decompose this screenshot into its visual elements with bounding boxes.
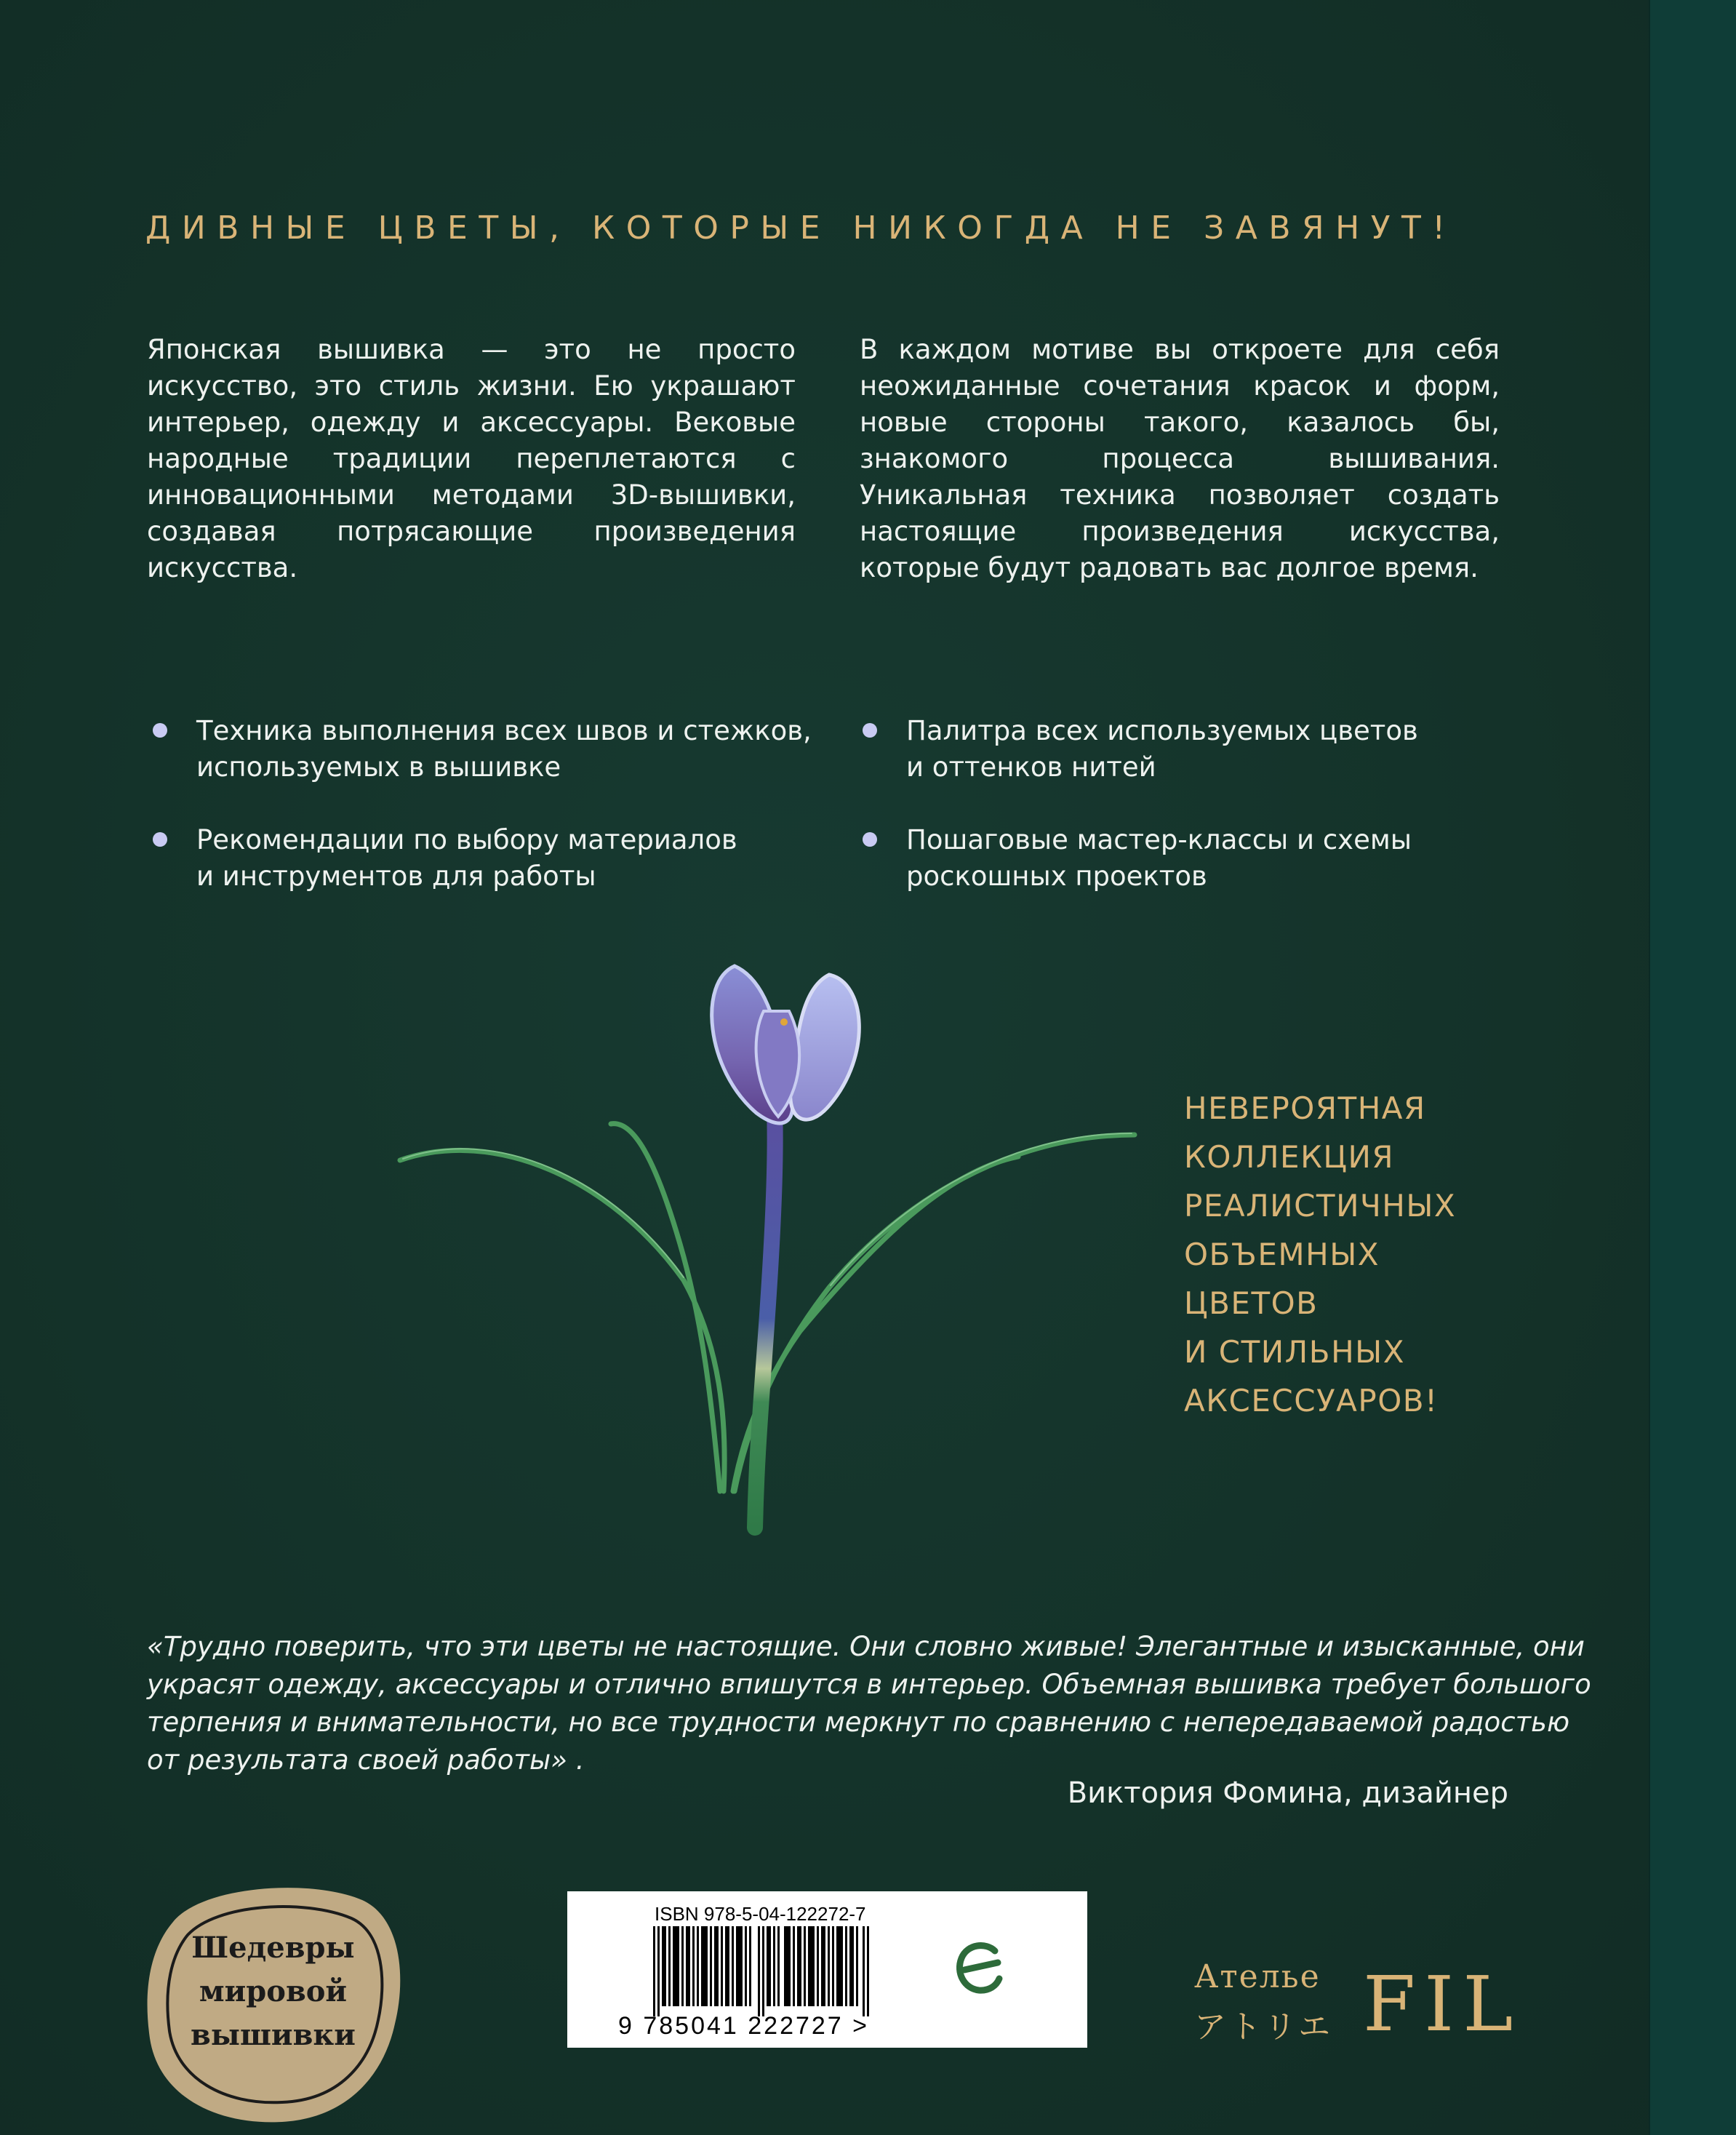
series-line: Шедевры — [191, 1931, 355, 1965]
bullet-dot-icon — [153, 723, 167, 738]
bullet-dot-icon — [863, 832, 877, 847]
bullet-text: используемых в вышивке — [196, 751, 561, 783]
brand-logo — [1194, 1958, 1522, 2053]
isbn-label: ISBN 978-5-04-122272-7 — [655, 1903, 866, 1925]
bullet-dot-icon — [153, 832, 167, 847]
bullet-text: роскошных проектов — [906, 861, 1207, 892]
brand-katakana: アトリエ — [1194, 2008, 1334, 2046]
intro-left-paragraph: Японская вышивка — это не просто искусство, это стиль жизни. Ею украшают интерьер, одежду и аксессуары. Вековые народные традиции переплетаются с инновационными методами 3D-вышивки, создавая потрясающие произведения искусства. — [147, 334, 796, 583]
side-slogan — [1184, 1084, 1519, 1425]
slogan-line: РЕАЛИСТИЧНЫХ — [1184, 1188, 1457, 1224]
bullet-text: Пошаговые мастер-классы и схемы — [906, 824, 1412, 855]
publisher-logo-icon — [938, 1929, 1018, 2009]
bullet-item — [196, 713, 836, 786]
bullet-item — [906, 822, 1546, 895]
intro-right-paragraph: В каждом мотиве вы откроете для себя неожиданные сочетания красок и форм, новые стороны такого, казалось бы, знакомого процесса вышивания. Уникальная техника позволяет создать настоящие произведения искусства, которые будут радовать вас долгое время. — [860, 334, 1500, 583]
bullet-text: и оттенков нитей — [906, 751, 1156, 783]
slogan-line: ОБЪЕМНЫХ — [1184, 1237, 1380, 1272]
bullet-item — [196, 822, 836, 895]
quote-line: терпения и внимательности, но все трудности меркнут по сравнению с непередаваемой радостью — [147, 1707, 1570, 1738]
series-line: мировой — [199, 1974, 348, 2008]
headline: ДИВНЫЕ ЦВЕТЫ, КОТОРЫЕ НИКОГДА НЕ ЗАВЯНУТ! — [145, 209, 1457, 247]
slogan-line: КОЛЛЕКЦИЯ — [1184, 1139, 1395, 1175]
slogan-line: И СТИЛЬНЫХ — [1184, 1334, 1405, 1370]
bullet-item — [906, 713, 1546, 786]
barcode-digits: 9 785041 222727 > — [618, 2012, 870, 2040]
series-line: вышивки — [191, 2018, 356, 2052]
slogan-line: АКСЕССУАРОВ! — [1184, 1383, 1439, 1418]
barcode-panel — [567, 1891, 1087, 2048]
bullet-text: Палитра всех используемых цветов — [906, 715, 1418, 746]
testimonial-quote — [147, 1628, 1591, 1779]
crocus-embroidery-illustration — [393, 938, 1156, 1564]
barcode-icon — [653, 1926, 871, 2016]
bullet-text: Рекомендации по выбору материалов — [196, 824, 737, 855]
slogan-line: ЦВЕТОВ — [1184, 1285, 1319, 1321]
quote-author: Виктория Фомина, дизайнер — [1067, 1776, 1508, 1810]
spine-strip — [1649, 0, 1736, 2135]
bullet-text: Техника выполнения всех швов и стежков, — [196, 715, 812, 746]
bullet-dot-icon — [863, 723, 877, 738]
quote-line: украсят одежду, аксессуары и отлично впишутся в интерьер. Объемная вышивка требует большого — [147, 1669, 1591, 1700]
quote-line: от результата своей работы» . — [147, 1744, 585, 1776]
brand-name: FIL — [1363, 1960, 1522, 2048]
stem-icon — [755, 1109, 775, 1528]
series-badge-text — [144, 1926, 402, 2057]
brand-atelier: Ателье — [1194, 1958, 1321, 1995]
slogan-line: НЕВЕРОЯТНАЯ — [1184, 1090, 1426, 1126]
quote-line: «Трудно поверить, что эти цветы не настоящие. Они словно живые! Элегантные и изысканные, они — [147, 1631, 1585, 1662]
bullet-text: и инструментов для работы — [196, 861, 596, 892]
crocus-flower-icon — [712, 966, 860, 1123]
